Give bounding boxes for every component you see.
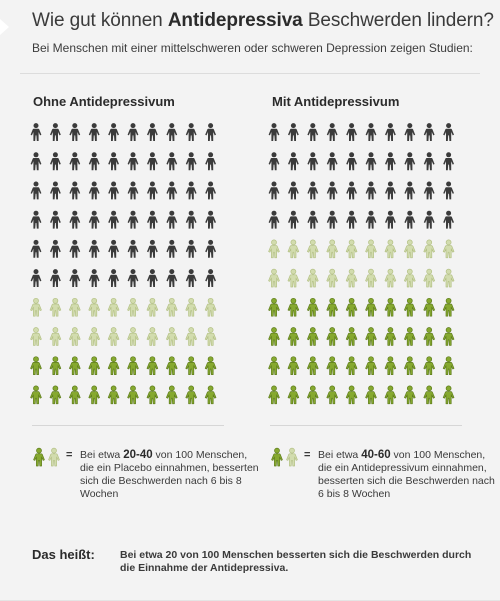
- person-icon-light: [128, 328, 139, 346]
- person-icon-light: [366, 269, 377, 287]
- person-icon-green: [205, 386, 216, 404]
- person-icon-dark: [186, 182, 197, 200]
- person-icon-green: [424, 298, 435, 316]
- person-icon-light: [147, 328, 158, 346]
- person-icon-light: [69, 328, 80, 346]
- person-icon-dark: [288, 123, 299, 141]
- person-icon-green: [269, 298, 280, 316]
- person-icon-dark: [31, 211, 42, 229]
- header-divider: [20, 73, 480, 74]
- person-icon-dark: [424, 182, 435, 200]
- legend-text-right: Bei etwa 40-60 von 100 Menschen, die ein Antidepressivum einnahmen, besserten sich die Beschwerden nach 6 bis 8 Wochen: [318, 449, 495, 500]
- person-icon-green: [404, 328, 415, 346]
- person-icon-dark: [288, 152, 299, 170]
- people-grid-without-antidepressant: [30, 121, 230, 413]
- people-grid-svg: [268, 121, 468, 413]
- person-icon-light: [288, 269, 299, 287]
- person-icon-dark: [31, 269, 42, 287]
- person-icon-dark: [166, 123, 177, 141]
- person-icon-light: [307, 269, 318, 287]
- person-icon-dark: [346, 211, 357, 229]
- person-icon-green: [443, 298, 454, 316]
- person-icon-green: [288, 298, 299, 316]
- person-icon-green: [366, 298, 377, 316]
- person-icon-light: [366, 240, 377, 258]
- person-icon-light: [50, 328, 61, 346]
- person-icon-light: [307, 240, 318, 258]
- legend-equals-sign: =: [304, 449, 311, 461]
- person-icon-light: [69, 298, 80, 316]
- person-icon-green: [346, 357, 357, 375]
- person-icon-green: [346, 328, 357, 346]
- person-icon-green: [366, 357, 377, 375]
- person-icon-light: [443, 269, 454, 287]
- person-icon-dark: [443, 123, 454, 141]
- person-icon-dark: [89, 123, 100, 141]
- person-icon-green: [288, 328, 299, 346]
- page-title: Wie gut können Antidepressiva Beschwerden lindern?: [32, 10, 494, 31]
- summary-text: Bei etwa 20 von 100 Menschen besserten sich die Beschwerden durch die Einnahme der Antidepressiva.: [120, 549, 472, 574]
- person-icon-light: [288, 240, 299, 258]
- person-icon-dark: [307, 182, 318, 200]
- person-icon-light: [424, 240, 435, 258]
- person-icon-light: [385, 269, 396, 287]
- person-icon-green: [69, 357, 80, 375]
- person-icon-dark: [346, 182, 357, 200]
- person-icon-dark: [128, 152, 139, 170]
- person-icon-dark: [186, 269, 197, 287]
- person-icon-dark: [366, 211, 377, 229]
- person-icon-light: [31, 298, 42, 316]
- person-icon-dark: [327, 152, 338, 170]
- person-icon-dark: [327, 123, 338, 141]
- person-icon-light: [404, 240, 415, 258]
- person-icon-dark: [205, 269, 216, 287]
- person-icon-light: [269, 240, 280, 258]
- person-icon-green: [50, 386, 61, 404]
- person-icon-green: [307, 386, 318, 404]
- person-icon-dark: [50, 182, 61, 200]
- person-icon-green: [288, 357, 299, 375]
- person-icon-dark: [147, 211, 158, 229]
- person-icon-dark: [327, 182, 338, 200]
- person-icon-dark: [346, 152, 357, 170]
- person-icon-green: [288, 386, 299, 404]
- person-icon-light: [385, 240, 396, 258]
- person-icon-light: [327, 240, 338, 258]
- person-icon-dark: [269, 152, 280, 170]
- person-icon-dark: [50, 152, 61, 170]
- person-icon-light: [424, 269, 435, 287]
- person-icon-dark: [186, 211, 197, 229]
- person-icon-green: [89, 357, 100, 375]
- person-icon-dark: [89, 182, 100, 200]
- person-icon-green: [404, 386, 415, 404]
- person-icon-dark: [205, 182, 216, 200]
- person-icon-dark: [366, 182, 377, 200]
- person-icon-green: [31, 386, 42, 404]
- legend-person-green-icon: [34, 448, 45, 466]
- person-icon-dark: [424, 211, 435, 229]
- person-icon-dark: [147, 152, 158, 170]
- person-icon-light: [147, 298, 158, 316]
- person-icon-dark: [128, 269, 139, 287]
- legend-person-icons: [32, 446, 62, 470]
- person-icon-dark: [424, 152, 435, 170]
- person-icon-dark: [89, 152, 100, 170]
- person-icon-dark: [205, 211, 216, 229]
- person-icon-dark: [147, 240, 158, 258]
- person-icon-green: [366, 328, 377, 346]
- person-icon-green: [269, 357, 280, 375]
- person-icon-dark: [443, 182, 454, 200]
- corner-arrow-icon: [0, 19, 9, 35]
- page-subtitle: Bei Menschen mit einer mittelschweren oder schweren Depression zeigen Studien:: [32, 41, 473, 55]
- person-icon-dark: [269, 211, 280, 229]
- person-icon-green: [385, 298, 396, 316]
- person-icon-dark: [89, 240, 100, 258]
- person-icon-green: [346, 386, 357, 404]
- person-icon-dark: [69, 123, 80, 141]
- person-icon-light: [346, 240, 357, 258]
- person-icon-green: [108, 357, 119, 375]
- person-icon-dark: [108, 240, 119, 258]
- person-icon-green: [385, 386, 396, 404]
- legend-equals-sign: =: [66, 449, 73, 461]
- person-icon-dark: [346, 123, 357, 141]
- person-icon-green: [385, 357, 396, 375]
- person-icon-dark: [288, 182, 299, 200]
- people-grid-with-antidepressant: [268, 121, 468, 413]
- person-icon-dark: [108, 211, 119, 229]
- people-grid-svg: [30, 121, 230, 413]
- legend-person-icons: [270, 446, 300, 470]
- person-icon-dark: [108, 269, 119, 287]
- legend-divider-left: [32, 425, 224, 426]
- person-icon-dark: [128, 240, 139, 258]
- person-icon-green: [327, 357, 338, 375]
- person-icon-green: [50, 357, 61, 375]
- person-icon-green: [443, 328, 454, 346]
- person-icon-green: [443, 357, 454, 375]
- person-icon-green: [327, 328, 338, 346]
- person-icon-green: [69, 386, 80, 404]
- person-icon-dark: [404, 152, 415, 170]
- person-icon-dark: [69, 269, 80, 287]
- person-icon-green: [443, 386, 454, 404]
- person-icon-dark: [366, 152, 377, 170]
- person-icon-dark: [385, 123, 396, 141]
- person-icon-dark: [385, 211, 396, 229]
- person-icon-dark: [186, 123, 197, 141]
- person-icon-dark: [404, 123, 415, 141]
- legend-text-left: Bei etwa 20-40 von 100 Menschen, die ein Placebo einnahmen, besserten sich die Beschwerden nach 6 bis 8 Wochen: [80, 449, 259, 500]
- legend-person-light-icon: [287, 448, 298, 466]
- person-icon-green: [404, 298, 415, 316]
- person-icon-green: [307, 298, 318, 316]
- person-icon-light: [205, 328, 216, 346]
- person-icon-dark: [366, 123, 377, 141]
- person-icon-dark: [424, 123, 435, 141]
- person-icon-dark: [269, 123, 280, 141]
- person-icon-dark: [128, 211, 139, 229]
- person-icon-green: [128, 357, 139, 375]
- legend-person-light-icon: [49, 448, 60, 466]
- person-icon-dark: [404, 211, 415, 229]
- person-icon-dark: [50, 240, 61, 258]
- person-icon-green: [147, 386, 158, 404]
- person-icon-dark: [166, 240, 177, 258]
- person-icon-dark: [108, 182, 119, 200]
- person-icon-green: [404, 357, 415, 375]
- person-icon-green: [31, 357, 42, 375]
- person-icon-green: [424, 357, 435, 375]
- person-icon-green: [327, 298, 338, 316]
- person-icon-dark: [50, 269, 61, 287]
- person-icon-dark: [69, 211, 80, 229]
- person-icon-dark: [166, 211, 177, 229]
- person-icon-light: [108, 298, 119, 316]
- person-icon-dark: [166, 182, 177, 200]
- person-icon-light: [89, 328, 100, 346]
- person-icon-light: [269, 269, 280, 287]
- person-icon-green: [424, 386, 435, 404]
- person-icon-green: [269, 328, 280, 346]
- person-icon-light: [166, 298, 177, 316]
- person-icon-light: [31, 328, 42, 346]
- person-icon-dark: [327, 211, 338, 229]
- person-icon-light: [443, 240, 454, 258]
- person-icon-light: [346, 269, 357, 287]
- person-icon-green: [166, 386, 177, 404]
- person-icon-dark: [50, 211, 61, 229]
- person-icon-dark: [307, 152, 318, 170]
- person-icon-dark: [269, 182, 280, 200]
- person-icon-green: [89, 386, 100, 404]
- person-icon-dark: [443, 152, 454, 170]
- person-icon-dark: [443, 211, 454, 229]
- person-icon-dark: [147, 182, 158, 200]
- person-icon-dark: [166, 152, 177, 170]
- person-icon-light: [89, 298, 100, 316]
- person-icon-dark: [147, 123, 158, 141]
- legend-person-green-icon: [272, 448, 283, 466]
- person-icon-dark: [205, 240, 216, 258]
- person-icon-dark: [205, 123, 216, 141]
- person-icon-light: [108, 328, 119, 346]
- person-icon-light: [186, 328, 197, 346]
- person-icon-dark: [205, 152, 216, 170]
- person-icon-dark: [108, 123, 119, 141]
- person-icon-green: [166, 357, 177, 375]
- legend-icons-svg: [32, 446, 62, 470]
- person-icon-dark: [186, 152, 197, 170]
- person-icon-dark: [147, 269, 158, 287]
- person-icon-light: [205, 298, 216, 316]
- person-icon-light: [166, 328, 177, 346]
- summary-label: Das heißt:: [32, 547, 95, 562]
- person-icon-green: [385, 328, 396, 346]
- person-icon-light: [128, 298, 139, 316]
- person-icon-dark: [69, 182, 80, 200]
- person-icon-dark: [128, 123, 139, 141]
- person-icon-dark: [288, 211, 299, 229]
- heading-with-antidepressant: Mit Antidepressivum: [272, 94, 400, 109]
- person-icon-dark: [166, 269, 177, 287]
- person-icon-dark: [31, 152, 42, 170]
- person-icon-green: [366, 386, 377, 404]
- person-icon-dark: [89, 211, 100, 229]
- person-icon-green: [307, 328, 318, 346]
- person-icon-dark: [385, 152, 396, 170]
- legend-with-antidepressant: [270, 446, 500, 506]
- person-icon-dark: [31, 240, 42, 258]
- person-icon-light: [404, 269, 415, 287]
- person-icon-green: [108, 386, 119, 404]
- person-icon-green: [346, 298, 357, 316]
- person-icon-green: [186, 386, 197, 404]
- legend-icons-svg: [270, 446, 300, 470]
- person-icon-light: [50, 298, 61, 316]
- person-icon-dark: [186, 240, 197, 258]
- person-icon-dark: [108, 152, 119, 170]
- heading-without-antidepressant: Ohne Antidepressivum: [33, 94, 175, 109]
- person-icon-green: [424, 328, 435, 346]
- person-icon-dark: [128, 182, 139, 200]
- person-icon-green: [186, 357, 197, 375]
- person-icon-dark: [69, 152, 80, 170]
- person-icon-green: [307, 357, 318, 375]
- person-icon-green: [269, 386, 280, 404]
- person-icon-green: [205, 357, 216, 375]
- person-icon-light: [327, 269, 338, 287]
- person-icon-dark: [307, 123, 318, 141]
- person-icon-dark: [31, 123, 42, 141]
- person-icon-green: [128, 386, 139, 404]
- person-icon-dark: [50, 123, 61, 141]
- person-icon-dark: [89, 269, 100, 287]
- person-icon-green: [147, 357, 158, 375]
- legend-divider-right: [270, 425, 462, 426]
- person-icon-dark: [307, 211, 318, 229]
- person-icon-dark: [385, 182, 396, 200]
- person-icon-dark: [31, 182, 42, 200]
- person-icon-green: [327, 386, 338, 404]
- person-icon-dark: [69, 240, 80, 258]
- person-icon-light: [186, 298, 197, 316]
- legend-without-antidepressant: [32, 446, 262, 506]
- person-icon-dark: [404, 182, 415, 200]
